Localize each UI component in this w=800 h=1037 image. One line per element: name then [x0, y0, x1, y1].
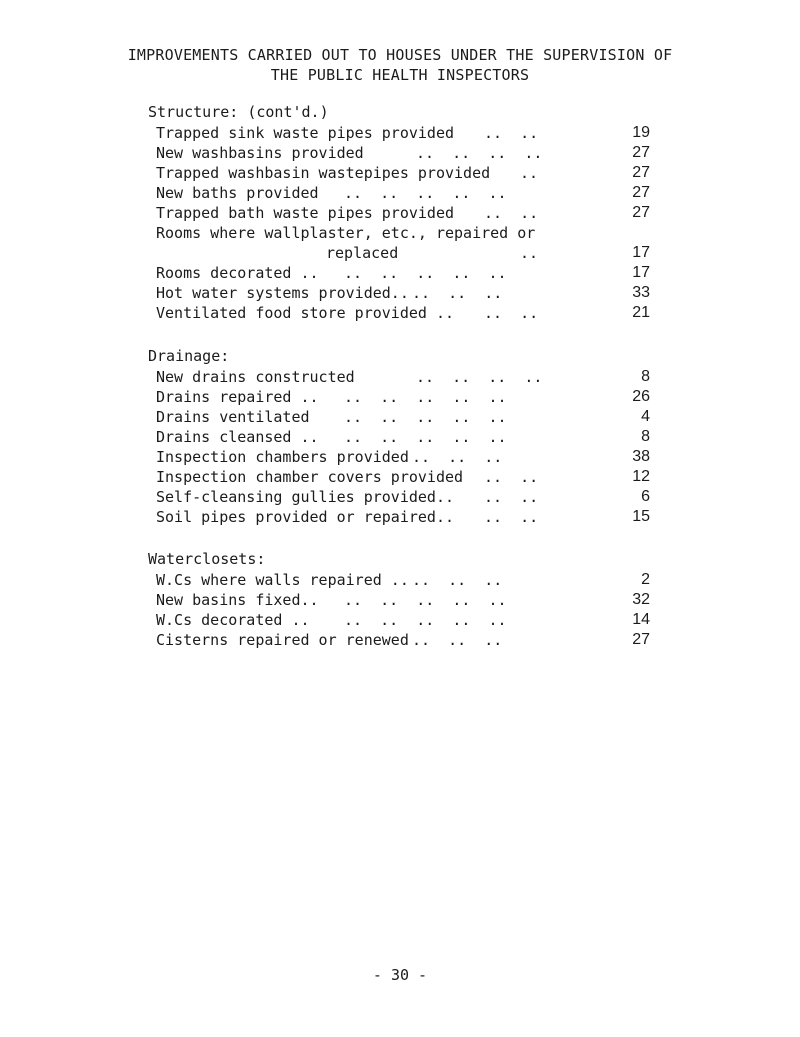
- row-label: New drains constructed: [156, 368, 355, 386]
- row-leaders: .. .. .. .. ..: [344, 264, 507, 282]
- row-leaders: .. .. ..: [412, 284, 503, 302]
- row-label: Drains cleansed ..: [156, 428, 319, 446]
- row-leaders: .. ..: [484, 508, 539, 526]
- row-value: 27: [632, 144, 650, 161]
- row-value: 33: [632, 284, 650, 301]
- page-number: - 30 -: [372, 966, 428, 984]
- table-row: [0, 571, 800, 591]
- table-row: [0, 284, 800, 304]
- row-leaders: .. .. ..: [412, 631, 503, 649]
- row-label: Cisterns repaired or renewed: [156, 631, 409, 649]
- table-row: [0, 468, 800, 488]
- row-value: 27: [632, 631, 650, 648]
- row-label: Rooms where wallplaster, etc., repaired or: [156, 224, 536, 242]
- row-value: 32: [632, 591, 650, 608]
- table-row: [0, 204, 800, 224]
- table-row: [0, 508, 800, 528]
- row-leaders: .. .. ..: [412, 571, 503, 589]
- row-value: 12: [632, 468, 650, 485]
- row-value: 17: [632, 244, 650, 261]
- row-leaders: ..: [520, 164, 539, 182]
- drainage-heading: Drainage:: [148, 347, 230, 365]
- row-value: 38: [632, 448, 650, 465]
- table-row: [0, 488, 800, 508]
- row-value: 17: [632, 264, 650, 281]
- row-leaders: .. .. .. ..: [416, 144, 543, 162]
- table-row: [0, 244, 800, 264]
- row-label: Drains ventilated: [156, 408, 310, 426]
- row-leaders: .. .. .. .. ..: [344, 611, 507, 629]
- row-label: New baths provided: [156, 184, 319, 202]
- structure-heading: Structure: (cont'd.): [148, 103, 329, 121]
- row-label: Trapped bath waste pipes provided: [156, 204, 455, 222]
- row-value: 15: [632, 508, 650, 525]
- row-leaders: .. .. .. .. ..: [344, 428, 507, 446]
- row-value: 14: [632, 611, 650, 628]
- row-value: 26: [632, 388, 650, 405]
- row-label: Trapped washbasin wastepipes provided: [156, 164, 491, 182]
- row-label: Self-cleansing gullies provided..: [156, 488, 455, 506]
- row-label: replaced: [326, 244, 399, 262]
- row-value: 2: [641, 571, 650, 588]
- table-row: [0, 591, 800, 611]
- table-row: [0, 448, 800, 468]
- row-leaders: .. ..: [484, 124, 539, 142]
- row-leaders: .. .. .. .. ..: [344, 408, 507, 426]
- row-label: New basins fixed..: [156, 591, 319, 609]
- row-label: W.Cs where walls repaired ..: [156, 571, 409, 589]
- document-title-line-1: IMPROVEMENTS CARRIED OUT TO HOUSES UNDER THE SUPERVISION OF: [127, 46, 673, 64]
- row-leaders: .. ..: [484, 204, 539, 222]
- row-leaders: .. ..: [484, 304, 539, 322]
- row-leaders: .. .. .. .. ..: [344, 388, 507, 406]
- row-leaders: .. .. ..: [412, 448, 503, 466]
- row-leaders: ..: [520, 244, 539, 262]
- row-value: 19: [632, 124, 650, 141]
- row-label: Rooms decorated ..: [156, 264, 319, 282]
- table-row: [0, 368, 800, 388]
- table-row: [0, 184, 800, 204]
- table-row: [0, 224, 800, 244]
- table-row: [0, 388, 800, 408]
- row-value: 4: [641, 408, 650, 425]
- row-label: Inspection chamber covers provided: [156, 468, 464, 486]
- table-row: [0, 408, 800, 428]
- row-value: 8: [641, 368, 650, 385]
- document-title-line-2: THE PUBLIC HEALTH INSPECTORS: [270, 66, 530, 84]
- row-label: Inspection chambers provided: [156, 448, 409, 466]
- table-row: [0, 264, 800, 284]
- row-value: 6: [641, 488, 650, 505]
- row-leaders: .. .. .. ..: [416, 368, 543, 386]
- row-leaders: .. .. .. .. ..: [344, 591, 507, 609]
- row-value: 27: [632, 164, 650, 181]
- row-value: 27: [632, 184, 650, 201]
- table-row: [0, 124, 800, 144]
- row-label: New washbasins provided: [156, 144, 364, 162]
- row-label: Soil pipes provided or repaired..: [156, 508, 455, 526]
- row-leaders: .. ..: [484, 468, 539, 486]
- row-label: Hot water systems provided..: [156, 284, 409, 302]
- table-row: [0, 611, 800, 631]
- waterclosets-heading: Waterclosets:: [148, 550, 266, 568]
- row-value: 21: [632, 304, 650, 321]
- table-row: [0, 144, 800, 164]
- row-value: 8: [641, 428, 650, 445]
- table-row: [0, 164, 800, 184]
- table-row: [0, 428, 800, 448]
- table-row: [0, 631, 800, 651]
- row-leaders: .. .. .. .. ..: [344, 184, 507, 202]
- row-label: Trapped sink waste pipes provided: [156, 124, 455, 142]
- row-label: Ventilated food store provided ..: [156, 304, 455, 322]
- table-row: [0, 304, 800, 324]
- row-value: 27: [632, 204, 650, 221]
- row-label: W.Cs decorated ..: [156, 611, 310, 629]
- row-label: Drains repaired ..: [156, 388, 319, 406]
- row-leaders: .. ..: [484, 488, 539, 506]
